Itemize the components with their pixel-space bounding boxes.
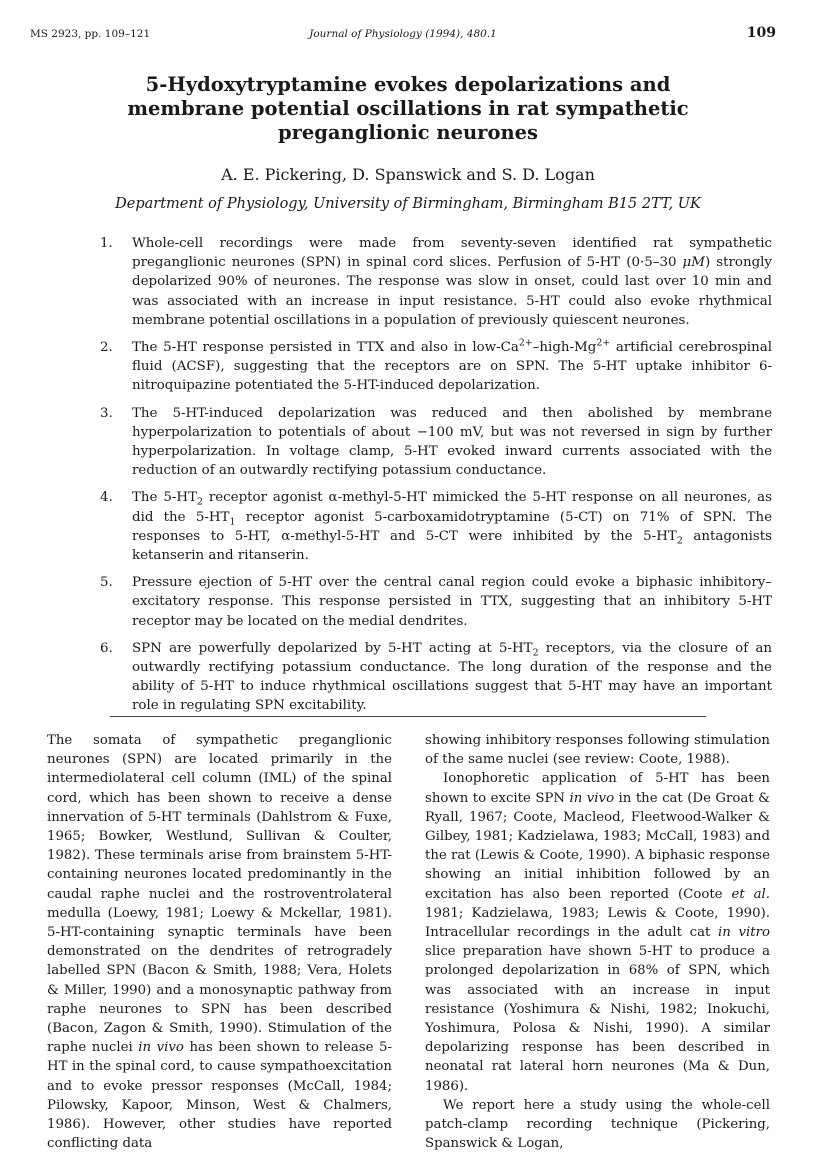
body-paragraph: The somata of sympathetic preganglionic neurones (SPN) are located primarily in the intermediolateral cell column (IML) of the spinal cord, which has been shown to receive a dense innervation of 5-HT terminals (Dahlstrom & Fuxe, 1965; Bowker, Westlund, Sullivan & Coulter, 1982). These terminals arise from brainstem 5-HT-containing neurones located predominantly in the caudal raphe nuclei and the rostroventrolateral medulla (Loewy, 1981; Loewy & Mckellar, 1981). 5-HT-containing synaptic terminals have been demonstrated on the dendrites of retrogradely labelled SPN (Bacon & Smith, 1988; Vera, Holets & Miller, 1990) and a monosynaptic pathway from raphe neurones to SPN has been described (Bacon, Zagon & Smith, 1990). Stimulation of the raphe nuclei in vivo has been shown to release 5-HT in the spinal cord, to cause sympathoexcitation and to evoke pressor responses (McCall, 1984; Pilowsky, Kapoor, Minson, West & Chalmers, 1986). However, other studies have reported conflicting data (47, 733, 392, 1152)
body-paragraph: Ionophoretic application of 5-HT has been shown to excite SPN in vivo in the cat (De Groat & Ryall, 1967; Coote, Macleod, Fleetwood-Walker & Gilbey, 1981; Kadzielawa, 1983; McCall, 1983) and the rat (Lewis & Coote, 1990). A biphasic response showing an initial inhibition followed by an excitation has also been reported (Coote et al. 1981; Kadzielawa, 1983; Lewis & Coote, 1990). Intracellular recordings in the adult cat in vitro slice preparation have shown 5-HT to produce a prolonged depolarization in 68% of SPN, which was associated with an increase in input resistance (Yoshimura & Nishi, 1982; Inokuchi, Yoshimura, Polosa & Nishi, 1990). A similar depolarizing response has been described in neonatal rat lateral horn neurones (Ma & Dun, 1986). (425, 771, 770, 1094)
section-divider (110, 716, 706, 717)
summary-point-6 (100, 639, 772, 716)
body-paragraph: showing inhibitory responses following stimulation of the same nuclei (see review: Coote, 1988). (425, 733, 770, 768)
point-text: Whole-cell recordings were made from seventy-seven identified rat sympathetic preganglionic neurones (SPN) in spinal cord slices. Perfusion of 5-HT (0·5–30 μM) strongly depolarized 90% of neurones. The response was slow in onset, could last over 10 min and was associated with an increase in input resistance. 5-HT could also evoke rhythmical membrane potential oscillations in a population of previously quiescent neurones. (132, 236, 772, 328)
point-text: The 5-HT-induced depolarization was reduced and then abolished by membrane hyperpolarization to potentials of about −100 mV, but was not reversed in sign by further hyperpolarization. In voltage clamp, 5-HT evoked inward currents associated with the reduction of an outwardly rectifying potassium conductance. (132, 405, 772, 479)
point-text: The $5-HT_2$ receptor agonist α-methyl-5-HT mimicked the 5-HT response on all neurones, as did the $5-HT_1$ receptor agonist 5-carboxamidotryptamine (5-CT) on 71% of SPN. The responses to 5-HT, α-methyl-5-HT and 5-CT were inhibited by the $5-HT_2$ antagonists ketanserin and ritanserin. (132, 490, 773, 564)
point-number: 2. (100, 340, 113, 356)
running-header (30, 25, 776, 44)
point-number: 5. (100, 575, 113, 591)
point-number: 6. (100, 640, 113, 656)
summary-point-5 (100, 573, 772, 631)
body-column-right (425, 731, 770, 1153)
point-text: The 5-HT response persisted in TTX and also in low-$Ca^{2+}-high-Mg^{2+}$ artificial cerebrospinal fluid (ACSF), suggesting that the receptors are on SPN. The 5-HT uptake inhibitor 6-nitroquipazine potentiated the 5-HT-induced depolarization. (132, 337, 772, 394)
summary-point-3 (100, 404, 772, 481)
summary-point-4 (100, 488, 772, 565)
body-paragraph: We report here a study using the whole-cell patch-clamp recording technique (Pickering, Spanswick & Logan, (425, 1097, 770, 1152)
point-text: SPN are powerfully depolarized by 5-HT acting at $5-HT_2$ receptors, via the closure of an outwardly rectifying potassium conductance. The long duration of the response and the ability of 5-HT to induce rhythmical oscillations suggest that 5-HT may have an important role in regulating SPN excitability. (132, 640, 772, 714)
point-number: 1. (100, 236, 113, 251)
point-number: 3. (100, 405, 113, 421)
point-text: Pressure ejection of 5-HT over the central canal region could evoke a biphasic inhibitory–excitatory response. This response persisted in TTX, suggesting that an inhibitory 5-HT receptor may be located on the medial dendrites. (132, 575, 772, 629)
page-number: 109 (746, 25, 776, 41)
manuscript-id: MS 2923, pp. 109–121 (30, 28, 151, 40)
journal-citation: Journal of Physiology (1994), 480.1 (309, 28, 497, 40)
author-list: A. E. Pickering, D. Spanswick and S. D. Logan (221, 165, 595, 184)
body-column-left (47, 731, 392, 1153)
point-number: 4. (100, 490, 113, 506)
affiliation: Department of Physiology, University of Birmingham, Birmingham B15 2TT, UK (115, 196, 701, 212)
summary-point-2 (100, 338, 772, 396)
summary-list (100, 234, 772, 724)
article-title: 5-Hydoxytryptamine evokes depolarizations and membrane potential oscillations in rat sympathetic preganglionic neurones (127, 73, 689, 144)
summary-point-1 (100, 234, 772, 330)
